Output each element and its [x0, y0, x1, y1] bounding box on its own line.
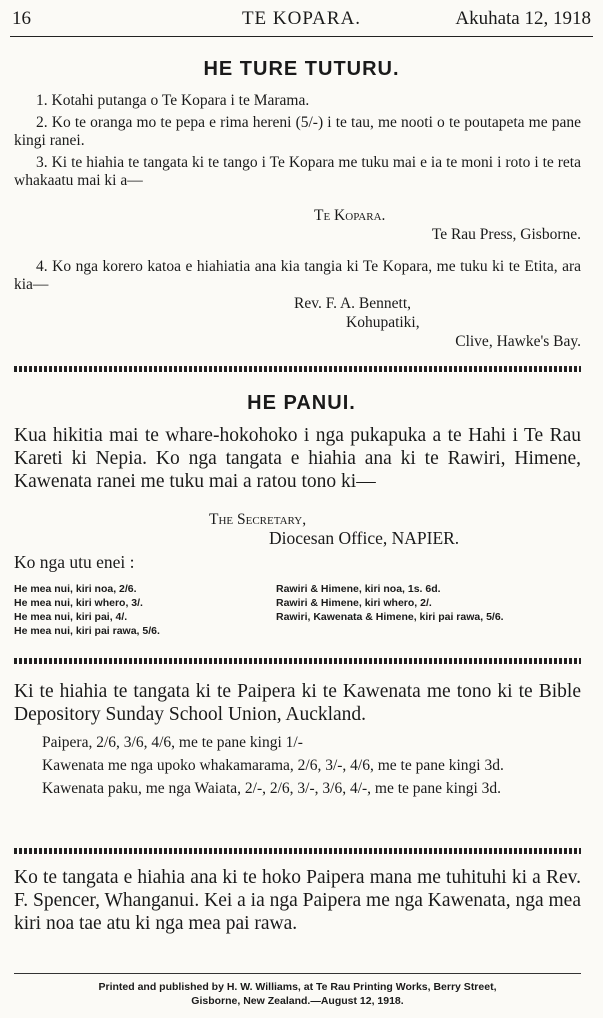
notice-paragraph: Kua hikitia mai te whare-hokohoko i nga pukapuka a te Hahi i Te Rau Kareti ki Nepia. Ko nga tangata e hiahia ana ki te Rawiri, Himene, Kawenata ranei me tuku mai a ratou tono ki— [14, 425, 581, 492]
notice-title: HE PANUI. [247, 392, 356, 414]
imprint-line: Printed and published by H. W. Williams, at Te Rau Printing Works, Berry Street, [98, 981, 497, 993]
address-line: Te Kopara. [314, 207, 386, 224]
bible-price-line: Kawenata paku, me nga Waiata, 2/-, 2/6, 3/-, 3/6, 4/-, me te pane kingi 3d. [42, 780, 502, 797]
prices-intro: Ko nga utu enei : [14, 552, 135, 572]
price-column-right [276, 582, 581, 624]
address-line: Rev. F. A. Bennett, [294, 295, 412, 312]
rules-list [14, 92, 581, 194]
secretary-address [14, 510, 581, 548]
editor-address [14, 294, 581, 351]
price-item: Rawiri, Kawenata & Himene, kiri pai rawa, 5/6. [276, 611, 504, 623]
subscription-address [14, 206, 581, 244]
bible-intro [14, 680, 581, 726]
rules-list-continued [14, 258, 581, 298]
price-item: Rawiri & Himene, kiri noa, 1s. 6d. [276, 583, 441, 595]
publication-title: TE KOPARA. [241, 8, 362, 29]
bible-price-line: Kawenata me nga upoko whakamarama, 2/6, 3/-, 4/6, me te pane kingi 3d. [42, 757, 504, 774]
address-line: Clive, Hawke's Bay. [455, 333, 581, 350]
price-item: He mea nui, kiri pai rawa, 5/6. [14, 625, 160, 637]
page-number: 16 [12, 8, 31, 29]
bible-paragraph: Ki te hiahia te tangata ki te Paipera ki te Kawenata me tono ki te Bible Depository Sunday School Union, Auckland. [14, 681, 581, 725]
address-line: Te Rau Press, Gisborne. [431, 226, 581, 243]
rule-item-1: 1. Kotahi putanga o Te Kopara i te Marama. [36, 92, 310, 109]
price-item: He mea nui, kiri noa, 2/6. [14, 583, 137, 595]
bible-price-list [14, 734, 581, 803]
notice-body [14, 424, 581, 493]
price-item: He mea nui, kiri whero, 3/. [14, 597, 143, 609]
address-line: Kohupatiki, [346, 314, 420, 331]
bible-price-line: Paipera, 2/6, 3/6, 4/6, me te pane kingi 1/- [42, 734, 303, 751]
running-header [10, 4, 593, 34]
rules-title: HE TURE TUTURU. [203, 58, 400, 80]
spencer-paragraph: Ko te tangata e hiahia ana ki te hoko Paipera mana me tuhituhi ki a Rev. F. Spencer, Whanganui. Kei a ia nga Paipera me nga Kawenata, nga mea kiri noa tae atu ki nga mea pai rawa. [14, 867, 581, 934]
imprint-footer [14, 980, 581, 1008]
rule-item-3: 3. Ki te hiahia te tangata ki te tango i Te Kopara me tuku mai e ia te moni i roto i te reta whakaatu mai ki a— [14, 154, 581, 189]
price-item: Rawiri & Himene, kiri whero, 2/. [276, 597, 432, 609]
address-line: Diocesan Office, NAPIER. [269, 528, 460, 548]
price-list [14, 582, 581, 642]
section-divider [14, 366, 581, 372]
rule-item-2: 2. Ko te oranga mo te pepa e rima hereni (5/-) i te tau, me nooti o te poutapeta me pane kingi ranei. [14, 114, 581, 149]
price-column-left [14, 582, 269, 638]
imprint-line: Gisborne, New Zealand.—August 12, 1918. [191, 995, 404, 1007]
address-line: The Secretary, [209, 511, 307, 528]
footer-rule [14, 973, 581, 974]
header-rule [10, 36, 593, 37]
spencer-notice [14, 866, 581, 935]
section-divider [14, 658, 581, 664]
rule-item-4: 4. Ko nga korero katoa e hiahiatia ana kia tangia ki Te Kopara, me tuku ki te Etita, ara kia— [14, 258, 581, 293]
section-divider [14, 848, 581, 854]
price-item: He mea nui, kiri pai, 4/. [14, 611, 128, 623]
issue-date: Akuhata 12, 1918 [455, 8, 591, 29]
